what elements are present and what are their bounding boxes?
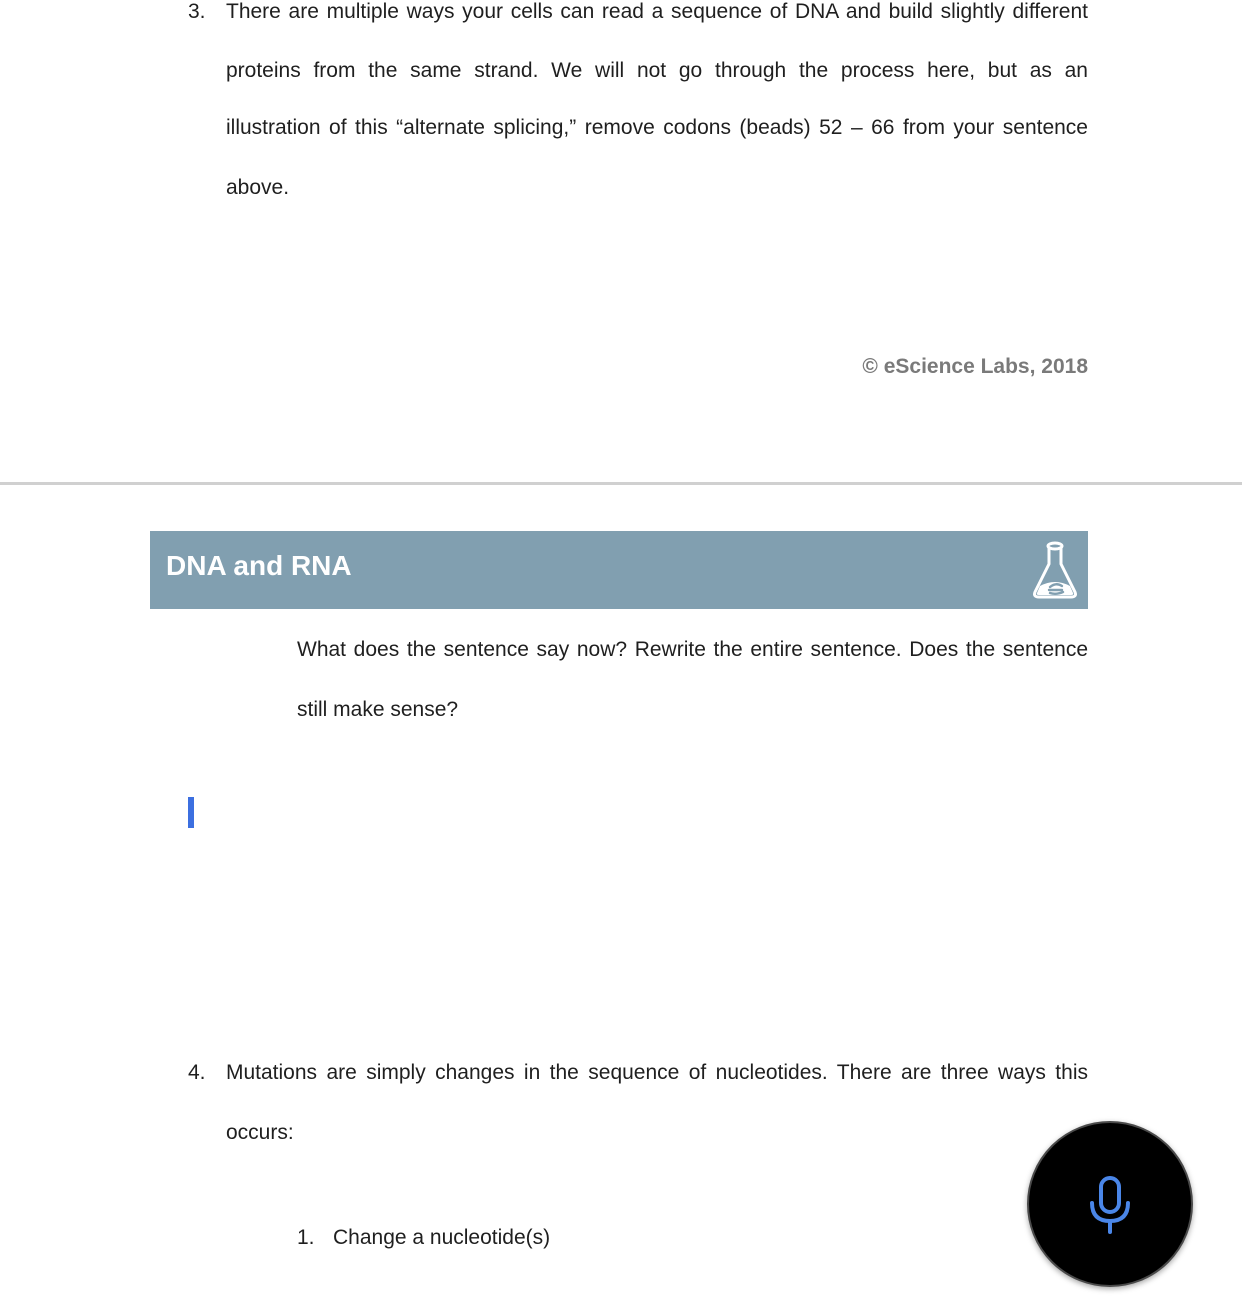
item3-line-3: illustration of this “alternate splicing,” remove codons (beads) 52 – 66 from your sentence — [226, 116, 1088, 139]
text-cursor[interactable] — [188, 797, 194, 828]
item4-line-2: occurs: — [226, 1121, 294, 1144]
subitem1-text: Change a nucleotide(s) — [333, 1226, 551, 1249]
dictation-mic-button[interactable] — [1027, 1121, 1193, 1287]
footer-copyright: © eScience Labs, 2018 — [862, 355, 1088, 378]
list-number-3: 3. — [188, 0, 206, 23]
item3-line-2: proteins from the same strand. We will not go through the process here, but as an — [226, 59, 1088, 82]
page-header-band — [150, 531, 1088, 609]
question-line-2: still make sense? — [297, 698, 459, 721]
list-number-4: 4. — [188, 1061, 206, 1084]
item4-line-1: Mutations are simply changes in the sequence of nucleotides. There are three ways this — [226, 1061, 1088, 1084]
microphone-icon — [1087, 1175, 1133, 1235]
page-header-title: DNA and RNA — [166, 550, 352, 581]
flask-logo-icon — [1030, 540, 1080, 600]
sublist-number-1: 1. — [297, 1226, 315, 1249]
page-separator — [0, 482, 1242, 485]
question-line-1: What does the sentence say now? Rewrite the entire sentence. Does the sentence — [297, 638, 1088, 661]
item3-line-1: There are multiple ways your cells can read a sequence of DNA and build slightly different — [226, 0, 1088, 23]
item3-line-4: above. — [226, 176, 290, 199]
